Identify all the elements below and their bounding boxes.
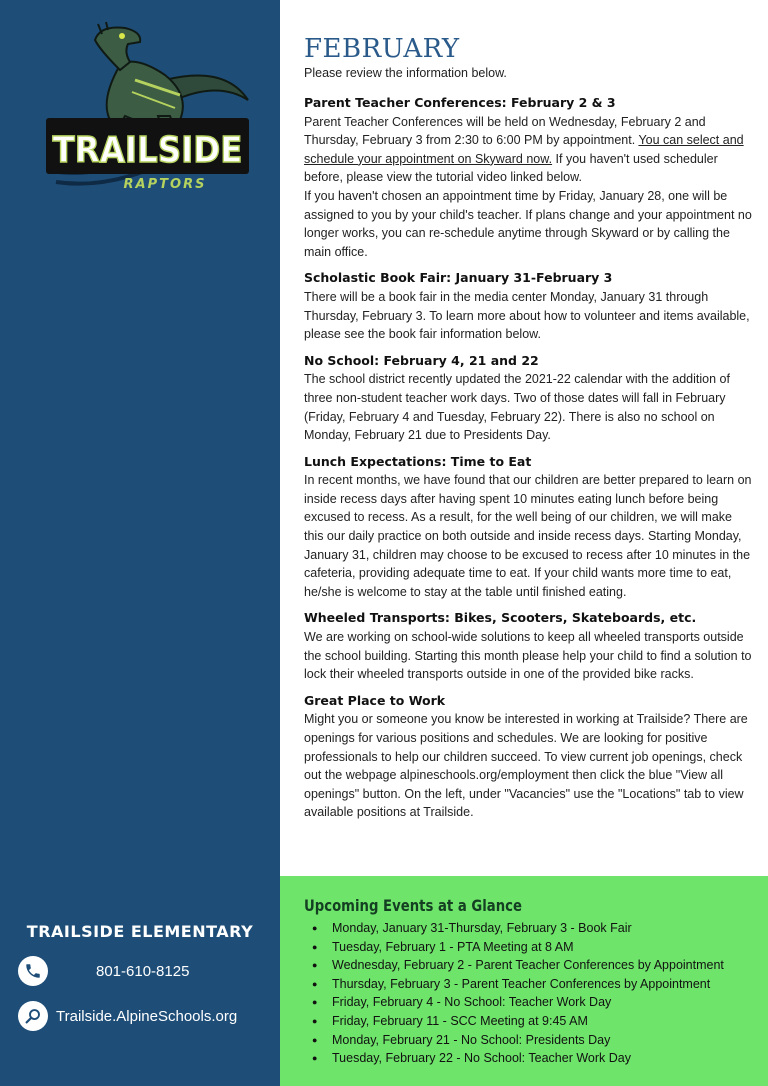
events-panel <box>280 876 768 1086</box>
event-item: ● Monday, January 31-Thursday, February 3 - Book Fair <box>310 919 724 938</box>
section-heading: Scholastic Book Fair: January 31-February 3 <box>304 270 613 286</box>
event-item: ● Friday, February 11 - SCC Meeting at 9:45 AM <box>310 1012 724 1031</box>
section-text: The school district recently updated the 2021-22 calendar with the addition of three non-student teacher work days. Two of those dates will fall in February (Friday, February 4 and Tuesday, February 22). There is also no school on Monday, February 21 due to Presidents Day. <box>304 372 730 443</box>
section-text: Might you or someone you know be interested in working at Trailside? There are openings for various positions and schedules. We are looking for positive professionals to help our children succeed. To view current job openings, check out the webpage alpineschools.org/employment then click the blue "View all openings" button. On the left, under "Vacancies" use the "Locations" tab to view available positions at Trailside. <box>304 712 748 820</box>
section-heading: Lunch Expectations: Time to Eat <box>304 453 532 469</box>
section-text-part: Parent Teacher Conferences will be held on Wednesday, February 2 and Thursday, February 3 from 2:30 to 6:00 PM by appointment. <box>304 114 706 148</box>
section-heading: Wheeled Transports: Bikes, Scooters, Skateboards, etc. <box>304 610 697 626</box>
section-text-2: If you haven't chosen an appointment time by Friday, January 28, one will be assigned to you by your child's teacher. If plans change and your appointment no longer works, you can re-schedule anytime through Skyward or by calling the main office. <box>304 188 752 259</box>
intro-text: Please review the information below. <box>304 66 507 80</box>
page-title: FEBRUARY <box>304 34 460 64</box>
section-lunch <box>304 453 754 602</box>
section-text: In recent months, we have found that our children are better prepared to learn on inside recess days after having spent 10 minutes eating lunch before being excused to recess. As a result, for the well being of our children, we will make this our daily practice on both outside and inside recess days. Starting Monday, January 31, children may choose to be excused to recess after 10 minutes in the cafeteria, providing adequate time to eat. If your child wants more time to eat, he/she is welcome to stay at the table until finished eating. <box>304 473 752 599</box>
section-book-fair <box>304 269 754 343</box>
event-item: ● Friday, February 4 - No School: Teacher Work Day <box>310 993 724 1012</box>
logo-text-main: TRAILSIDE <box>52 130 243 171</box>
section-text-part: If you haven't used scheduler before, please view the tutorial video linked below. <box>304 151 718 185</box>
event-item: ● Monday, February 21 - No School: Presidents Day <box>310 1031 724 1050</box>
section-great-place-to-work <box>304 692 754 822</box>
events-list <box>310 919 724 1068</box>
phone-row <box>18 955 280 987</box>
section-conferences <box>304 94 754 261</box>
section-text <box>304 113 754 187</box>
section-heading: Great Place to Work <box>304 692 446 708</box>
events-title: Upcoming Events at a Glance <box>304 896 522 915</box>
section-wheeled-transports <box>304 609 754 683</box>
website-link[interactable]: Trailside.AlpineSchools.org <box>56 1007 238 1025</box>
event-item: ● Thursday, February 3 - Parent Teacher Conferences by Appointment <box>310 975 724 994</box>
sections <box>304 94 754 830</box>
event-item: ● Tuesday, February 1 - PTA Meeting at 8 AM <box>310 938 724 957</box>
section-heading: Parent Teacher Conferences: February 2 & 3 <box>304 95 616 110</box>
search-icon <box>18 1001 48 1031</box>
sidebar <box>0 0 280 1086</box>
main-content <box>280 0 768 876</box>
skyward-link[interactable]: You can select and schedule your appointment on Skyward now. <box>304 133 744 166</box>
phone-number: 801-610-8125 <box>96 962 190 980</box>
section-text: There will be a book fair in the media center Monday, January 31 through Thursday, February 3. To learn more about how to volunteer and items available, please see the book fair information below. <box>304 289 750 342</box>
section-text: We are working on school-wide solutions to keep all wheeled transports outside the school building. Starting this month please help your child to find a solution to lock their wheeled transports outside in one of the provided bike racks. <box>304 630 752 682</box>
phone-icon <box>18 956 48 986</box>
event-item: ● Wednesday, February 2 - Parent Teacher Conferences by Appointment <box>310 956 724 975</box>
section-heading: No School: February 4, 21 and 22 <box>304 352 539 368</box>
logo-text-sub: RAPTORS <box>123 177 207 192</box>
event-item: ● Tuesday, February 22 - No School: Teacher Work Day <box>310 1049 724 1068</box>
trailside-raptors-logo <box>40 20 255 205</box>
section-no-school <box>304 352 754 445</box>
school-name: TRAILSIDE ELEMENTARY <box>26 922 254 941</box>
website-row <box>18 1000 280 1032</box>
